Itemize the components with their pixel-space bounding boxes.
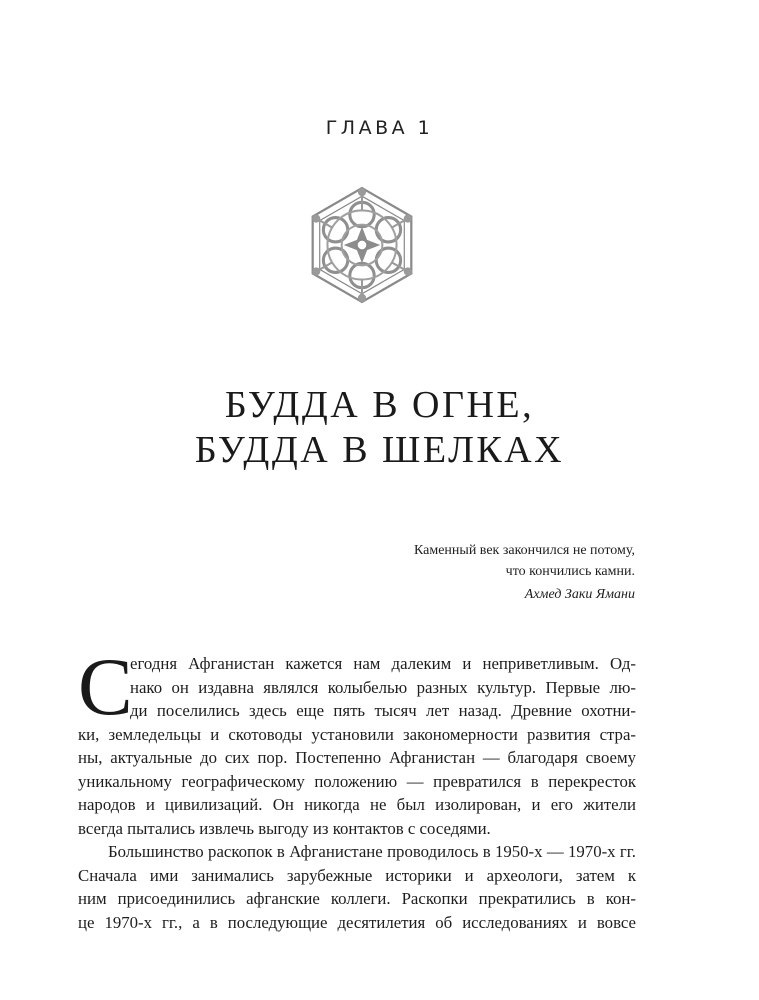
chapter-title — [0, 383, 759, 473]
paragraph-2 — [78, 840, 636, 934]
paragraph-line: народов и цивилизаций. Он никогда не был изолирован, и его жители — [78, 795, 636, 814]
paragraph-line: ны, актуальные до сих пор. Постепенно Афганистан — благодаря своему — [78, 748, 636, 767]
paragraph-line: це 1970-х гг., а в последующие десятилетия об исследованиях и вовсе — [78, 912, 636, 932]
paragraph-line: ним присоединились афганские коллеги. Раскопки прекратились в кон- — [78, 889, 636, 908]
epigraph-line-1: Каменный век закончился не потому, — [413, 543, 635, 558]
drop-cap: С — [78, 641, 133, 732]
chapter-title-line-1: БУДДА В ОГНЕ, — [224, 384, 535, 426]
rosette-ornament-icon — [301, 184, 423, 306]
epigraph — [414, 540, 635, 605]
paragraph-line: Большинство раскопок в Афганистане проводилось в 1950-х — 1970-х гг. — [108, 842, 636, 861]
paragraph-line: ди поселились здесь еще пять тысяч лет назад. Древние охотни- — [130, 701, 636, 720]
paragraph-1 — [78, 641, 636, 840]
paragraph-line: уникальному географическому положению — превратился в перекресток — [78, 771, 636, 791]
paragraph-line: нако он издавна являлся колыбелью разных культур. Первые лю- — [130, 677, 636, 697]
epigraph-line-2: что кончились камни. — [505, 564, 635, 579]
body-text — [78, 641, 636, 934]
chapter-title-line-2: БУДДА В ШЕЛКАХ — [194, 429, 565, 471]
epigraph-author: Ахмед Заки Ямани — [524, 587, 635, 602]
paragraph-line: ки, земледельцы и скотоводы установили закономерности развития стра- — [78, 724, 636, 744]
paragraph-line: Сначала ими занимались зарубежные историки и археологи, затем к — [78, 865, 636, 885]
chapter-label: ГЛАВА 1 — [325, 117, 434, 139]
paragraph-line: егодня Афганистан кажется нам далеким и неприветливым. Од- — [130, 654, 636, 673]
paragraph-line: всегда пытались извлечь выгоду из контактов с соседями. — [78, 818, 491, 838]
